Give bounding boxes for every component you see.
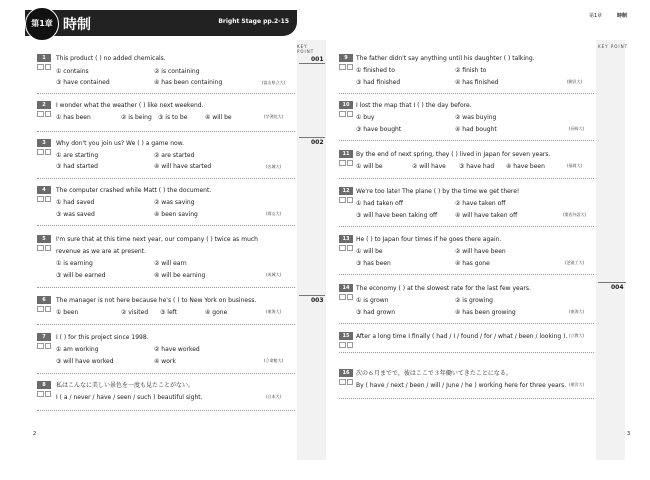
question-number: 12 (339, 187, 353, 195)
choice: ④ has gone (455, 260, 490, 267)
question-number-box (339, 369, 353, 387)
key-point-label: KEY POINT (297, 44, 315, 54)
source: (立教大) (569, 333, 585, 338)
question-stem: This product ( ) no added chemicals. (56, 55, 166, 62)
question-number-box (339, 284, 353, 302)
separator (37, 178, 295, 179)
choice: ② was saving (154, 199, 195, 206)
question-number-box (339, 150, 353, 168)
question-stem: I'm sure that at this time next year, our company ( ) twice as much (56, 236, 258, 243)
choice: ① will be (356, 163, 383, 170)
choice: ④ will have taken off (455, 212, 518, 219)
question-number-box (339, 101, 353, 119)
question-number-box (339, 54, 353, 72)
separator (339, 140, 594, 141)
choice: ④ has finished (455, 79, 499, 86)
source: (長崎大) (569, 126, 585, 131)
choice: ③ have had (459, 163, 495, 170)
question-number-box (37, 333, 51, 351)
choice: ③ was saved (56, 211, 95, 218)
separator (37, 93, 295, 94)
check-boxes[interactable] (339, 294, 353, 300)
check-boxes[interactable] (339, 160, 353, 166)
choice: ① is earning (56, 260, 93, 267)
question-stem-continued: revenue as we are at present. (56, 248, 146, 255)
question-stem: We're too late! The plane ( ) by the time we get there! (356, 188, 520, 195)
choice: ④ will have started (154, 163, 212, 170)
key-point-line (598, 282, 626, 283)
choice: ① are starting (56, 152, 99, 159)
question-number-box (339, 332, 353, 350)
question-number-box (37, 186, 51, 204)
question-number-box (339, 235, 353, 253)
check-boxes[interactable] (339, 379, 353, 385)
choice: ④ has been containing (154, 79, 223, 86)
question-number: 2 (37, 101, 51, 109)
choice: ④ gone (205, 309, 228, 316)
question-stem: After a long time I finally ( had / I / found / for / what / been / looking ). (356, 333, 568, 340)
choice: ④ work (154, 358, 176, 365)
question-stem: The father didn't say anything until his daughter ( ) talking. (356, 55, 535, 62)
choice: ④ has been growing (455, 309, 516, 316)
question-number: 9 (339, 54, 353, 62)
question-number: 10 (339, 101, 353, 109)
choice: ② have taken off (455, 200, 506, 207)
choice: ① contains (56, 68, 89, 75)
choice: ④ been saving (154, 211, 198, 218)
question-stem: The manager is not here because he's ( ) to New York on business. (56, 297, 257, 304)
choice: ③ had grown (356, 309, 396, 316)
question-number-box (37, 54, 51, 72)
question-number: 6 (37, 296, 51, 304)
question-stem-continued: By ( have / next / been / will / June / he ) working here for three years. (356, 382, 567, 389)
question-stem: Why don't you join us? We ( ) a game now. (56, 140, 184, 147)
question-stem: He ( ) to Japan four times if he goes there again. (356, 236, 502, 243)
key-point-label: KEY POINT (598, 44, 629, 49)
key-point-column (596, 40, 625, 460)
question-stem: 私はこんなに美しい景色を一度も見たことがない。 (56, 382, 195, 389)
key-point-line (299, 295, 325, 296)
separator (339, 93, 594, 94)
check-boxes[interactable] (339, 342, 353, 348)
chapter-badge: 第1章 (25, 7, 59, 41)
chapter-header (25, 10, 297, 36)
separator (339, 398, 594, 399)
choice: ① am working (56, 346, 99, 353)
choice: ③ will have been taking off (356, 212, 438, 219)
choice: ④ had bought (455, 126, 497, 133)
source: (立命館大) (264, 358, 284, 363)
choice: ② is being (121, 114, 152, 121)
question-stem: The economy ( ) at the slowest rate for the last few years. (356, 285, 531, 292)
source: (名城大) (266, 164, 282, 169)
right-page (325, 0, 650, 480)
running-head-title: 時制 (617, 13, 628, 19)
choice: ② was buying (455, 114, 497, 121)
question-number: 14 (339, 284, 353, 292)
separator (339, 178, 594, 179)
question-number-box (37, 139, 51, 157)
choice: ② visited (121, 309, 149, 316)
choice: ② will earn (154, 260, 187, 267)
question-number: 7 (37, 333, 51, 341)
key-point-marker: 001 (311, 56, 324, 63)
choice: ④ will be (205, 114, 232, 121)
choice: ① will be (356, 248, 383, 255)
check-boxes[interactable] (37, 245, 51, 251)
source: (駒沢大) (567, 79, 583, 84)
choice: ② have worked (154, 346, 200, 353)
source: (東海大) (266, 309, 282, 314)
separator (37, 410, 295, 411)
question-stem: By the end of next spring, they ( ) lived in Japan for seven years. (356, 151, 551, 158)
check-boxes[interactable] (37, 343, 51, 349)
question-stem: I wonder what the weather ( ) like next weekend. (56, 102, 204, 109)
choice: ① had taken off (356, 200, 403, 207)
key-point-line (299, 63, 325, 64)
page-number: 3 (627, 431, 631, 437)
page-number: 2 (33, 431, 37, 437)
choice: ③ had started (56, 163, 98, 170)
key-point-column (297, 40, 326, 460)
source: (福岡大) (567, 163, 583, 168)
choice: ④ will be earning (154, 272, 206, 279)
separator (37, 287, 295, 288)
question-stem-continued: I ( a / never / have / seen / such ) beautiful sight. (56, 394, 203, 401)
textbook-reference: Bright Stage pp.2-15 (218, 18, 289, 25)
separator (339, 352, 594, 353)
choice: ③ has been (356, 260, 391, 267)
question-number-box (37, 381, 51, 399)
running-head-chapter: 第1章 (589, 13, 603, 19)
question-stem: 次の６月までで，彼はここで３年働いてきたことになる。 (356, 370, 512, 377)
source: (岡山大) (266, 211, 282, 216)
question-stem: I lost the map that I ( ) the day before. (356, 102, 472, 109)
source: (学習院大) (264, 114, 284, 119)
separator (37, 131, 295, 132)
question-number: 5 (37, 235, 51, 243)
key-point-marker: 003 (311, 297, 324, 304)
separator (37, 373, 295, 374)
choice: ③ have bought (356, 126, 402, 133)
choice: ③ is to be (158, 114, 188, 121)
question-number: 1 (37, 54, 51, 62)
source: (成城大) (266, 272, 282, 277)
source: (関西外語大) (563, 212, 587, 217)
choice: ② will have (412, 163, 446, 170)
check-boxes[interactable] (37, 111, 51, 117)
source: (東海大) (569, 309, 585, 314)
choice: ① finished to (356, 67, 395, 74)
key-point-line (299, 137, 325, 138)
key-point-marker: 002 (311, 139, 324, 146)
check-boxes[interactable] (37, 149, 51, 155)
check-boxes[interactable] (37, 196, 51, 202)
choice: ② are started (154, 152, 195, 159)
check-boxes[interactable] (339, 111, 353, 117)
question-number-box (339, 187, 353, 205)
question-stem: I ( ) for this project since 1998. (56, 334, 149, 341)
separator (339, 226, 594, 227)
choice: ② will have been (455, 248, 506, 255)
question-number: 3 (37, 139, 51, 147)
choice: ③ have contained (56, 79, 110, 86)
question-number: 4 (37, 186, 51, 194)
separator (339, 323, 594, 324)
question-number-box (37, 235, 51, 253)
check-boxes[interactable] (339, 64, 353, 70)
source: (東洋大) (569, 382, 585, 387)
source: (芝浦工大) (565, 260, 585, 265)
question-number: 8 (37, 381, 51, 389)
choice: ④ have been (506, 163, 545, 170)
separator (37, 324, 295, 325)
choice: ② is containing (154, 68, 200, 75)
question-number: 15 (339, 332, 353, 340)
check-boxes[interactable] (37, 64, 51, 70)
question-number-box (37, 101, 51, 119)
choice: ③ left (160, 309, 178, 316)
key-point-marker: 004 (611, 284, 624, 291)
choice: ③ will have worked (56, 358, 114, 365)
check-boxes[interactable] (339, 197, 353, 203)
choice: ③ had finished (356, 79, 401, 86)
check-boxes[interactable] (37, 306, 51, 312)
question-number: 16 (339, 369, 353, 377)
question-number-box (37, 296, 51, 314)
question-number: 13 (339, 235, 353, 243)
check-boxes[interactable] (37, 391, 51, 397)
choice: ② is growing (455, 297, 493, 304)
choice: ① buy (356, 114, 375, 121)
choice: ① had saved (56, 199, 95, 206)
check-boxes[interactable] (339, 245, 353, 251)
choice: ① is grown (356, 297, 389, 304)
question-stem: The computer crashed while Matt ( ) the document. (56, 187, 212, 194)
choice: ③ will be earned (56, 272, 106, 279)
chapter-title: 時制 (63, 17, 91, 33)
choice: ① been (56, 309, 79, 316)
source: (日本大) (266, 394, 282, 399)
choice: ① has been (56, 114, 91, 121)
separator (37, 225, 295, 226)
separator (339, 274, 594, 275)
question-number: 11 (339, 150, 353, 158)
choice: ② finish to (455, 67, 487, 74)
source: (富山県立大) (262, 80, 286, 85)
